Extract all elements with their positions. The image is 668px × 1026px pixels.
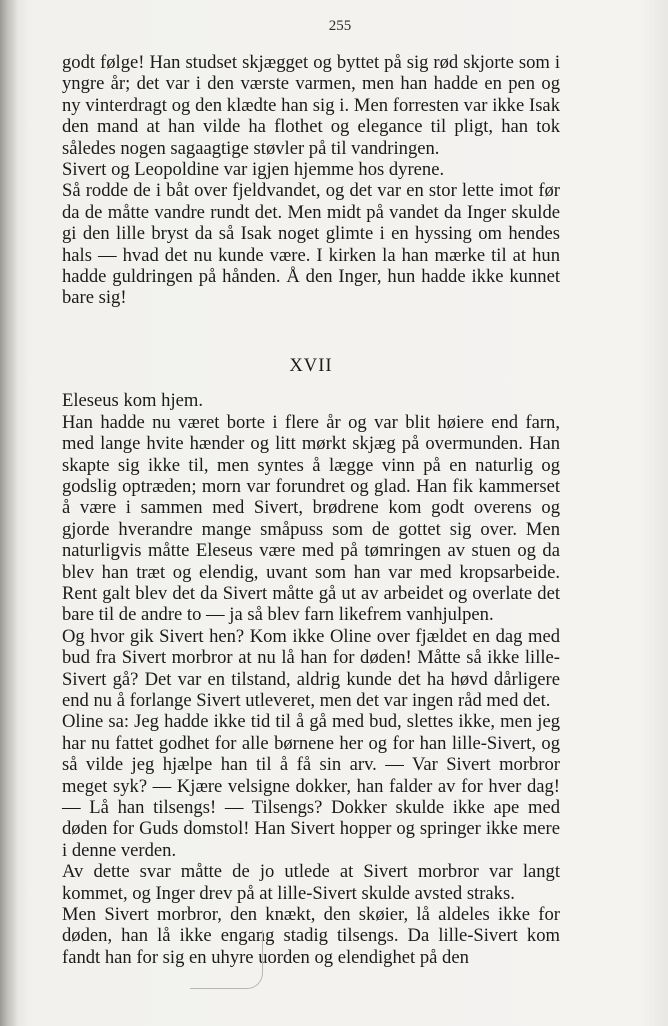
paragraph: Oline sa: Jeg hadde ikke tid til å gå med bud, slettes ikke, men jeg har nu fattet godhet for alle børnene her og for han lille-Sivert, og så vilde jeg hjælpe han til å få sin arv. — Var Sivert morbror meget syk? — Kjære velsigne dokker, han falder av for hver dag! — Lå han tilsengs! — Tilsengs? Dokker skulde ikke ape med døden for Guds domstol! Han Sivert hopper og springer ikke mere i denne verden. [62, 711, 560, 861]
paragraph: Sivert og Leopoldine var igjen hjemme hos dyrene. [62, 159, 445, 181]
paragraph: Av dette svar måtte de jo utlede at Sivert morbror var langt kommet, og Inger drev på at lille-Sivert skulde avsted straks. [62, 861, 560, 904]
paragraph: Så rodde de i båt over fjeldvandet, og det var en stor lette imot før da de måtte vandre rundt det. Men midt på vandet da Inger skulde gi den lille bryst da så Isak noget glimte i en hyssing om hendes hals — hvad det nu kunde være. I kirken la han mærke til at hun hadde guldringen på hånden. Å den Inger, hun hadde ikke kunnet bare sig! [62, 180, 560, 309]
page-corner-fold [190, 930, 263, 989]
paragraph: Eleseus kom hjem. [62, 390, 203, 412]
paragraph: godt følge! Han studset skjægget og byttet på sig rød skjorte som i yngre år; det var i den værste varmen, men han hadde en pen og ny vinterdragt og den klædte han sig i. Men forresten var ikke Isak den mand at han vilde ha flothet og elegance til pligt, han tok således nogen sagaagtige støvler på til vandringen. [62, 52, 560, 159]
page-body [62, 52, 560, 968]
paragraph: Og hvor gik Sivert hen? Kom ikke Oline over fjældet en dag med bud fra Sivert morbror at nu lå han for døden! Måtte så ikke lille-Sivert gå? Det var en tilstand, aldrig kunde det ha høvd dårligere end nu å forlange Sivert utleveret, men det var ingen råd med det. [62, 625, 560, 711]
chapter-heading: XVII [289, 354, 333, 376]
paragraph: Men Sivert morbror, den knækt, den skøier, lå aldeles ikke for døden, han lå ikke engang stadig tilsengs. Da lille-Sivert kom fandt han for sig en uhyre uorden og elendighet på den [62, 904, 560, 968]
book-spine-shadow [0, 0, 18, 1026]
page-number: 255 [328, 18, 352, 34]
paragraph: Han hadde nu været borte i flere år og var blit høiere end farn, med lange hvite hænder og litt mørkt skjæg på overmunden. Han skapte sig ikke til, men syntes å lægge vinn på en naturlig og godslig optræden; morn var forundret og glad. Han fik kammerset å være i sammen med Sivert, brødrene kom godt overens og gjorde hverandre mange småpuss som de gottet sig over. Men naturligvis måtte Eleseus være med på tømringen av stuen og da blev han træt og elendig, uvant som han var med kropsarbeide. Rent galt blev det da Sivert måtte gå ut av arbeidet og overlate det bare til de andre to — ja så blev farn likefrem vanhjulpen. [62, 411, 560, 626]
